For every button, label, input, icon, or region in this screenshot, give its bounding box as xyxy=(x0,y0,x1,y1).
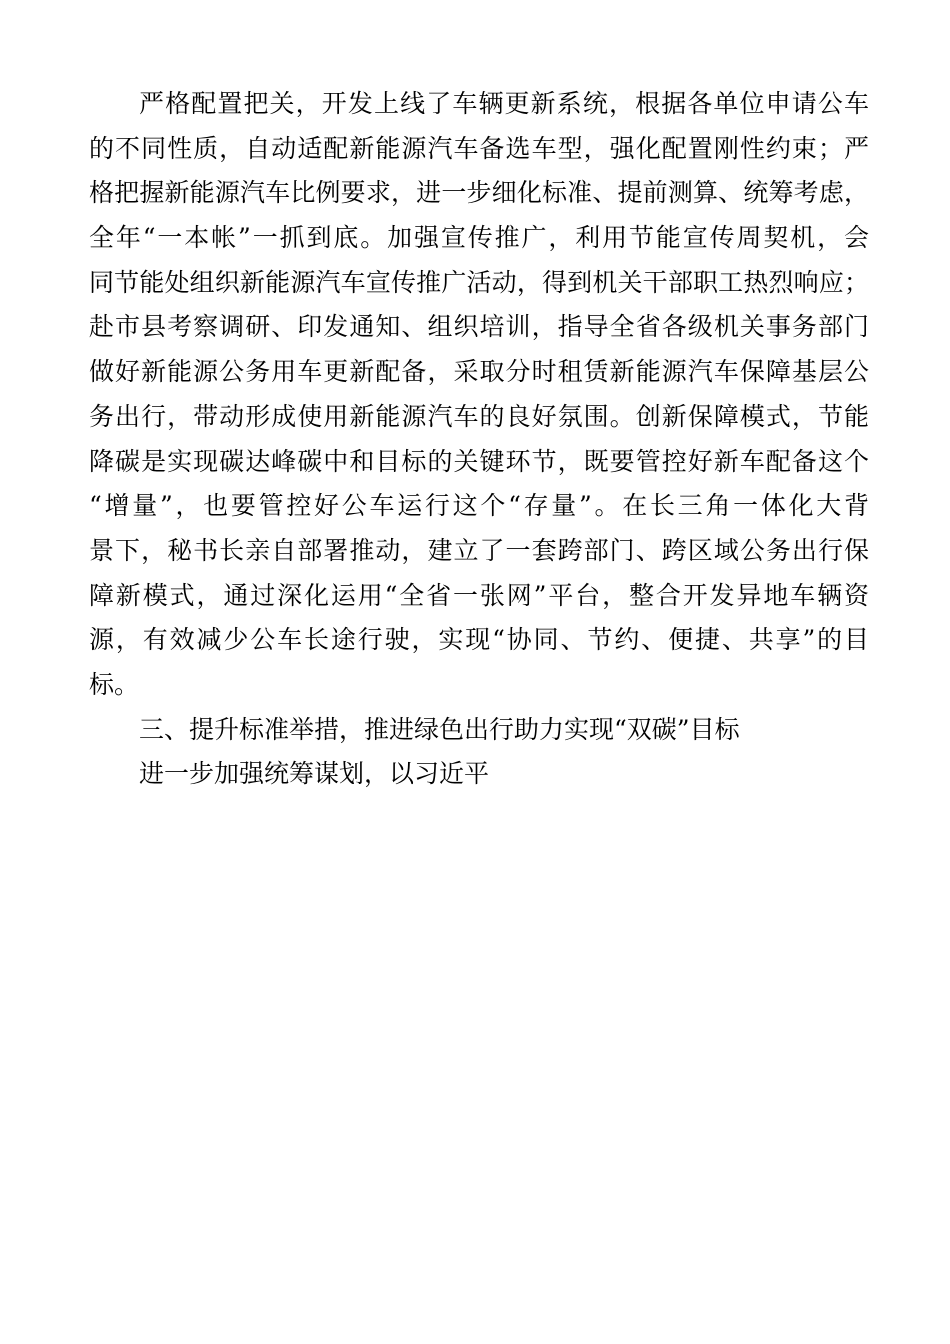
paragraph-line: 格把握新能源汽车比例要求，进一步细化标准、提前测算、统筹考虑， xyxy=(89,178,869,208)
paragraph-line: 同节能处组织新能源汽车宣传推广活动，得到机关干部职工热烈响应； xyxy=(89,267,869,297)
paragraph-line: 全年“一本帐”一抓到底。加强宣传推广，利用节能宣传周契机，会 xyxy=(89,223,869,253)
paragraph-line: 做好新能源公务用车更新配备，采取分时租赁新能源汽车保障基层公 xyxy=(89,357,869,387)
paragraph-line: 的不同性质，自动适配新能源汽车备选车型，强化配置刚性约束；严 xyxy=(89,133,869,163)
paragraph-line: 务出行，带动形成使用新能源汽车的良好氛围。创新保障模式，节能 xyxy=(89,401,869,431)
paragraph-line: 标。 xyxy=(89,669,140,699)
section-heading-3: 三、提升标准举措，推进绿色出行助力实现“双碳”目标 xyxy=(139,714,740,744)
paragraph-line: 严格配置把关，开发上线了车辆更新系统，根据各单位申请公车 xyxy=(139,89,869,118)
document-body xyxy=(89,82,869,797)
paragraph-line: 赴市县考察调研、印发通知、组织培训，指导全省各级机关事务部门 xyxy=(89,312,869,342)
paragraph-line: “增量”，也要管控好公车运行这个“存量”。在长三角一体化大背 xyxy=(89,491,869,521)
paragraph-line: 源，有效减少公车长途行驶，实现“协同、节约、便捷、共享”的目 xyxy=(89,625,869,655)
paragraph-line: 障新模式，通过深化运用“全省一张网”平台，整合开发异地车辆资 xyxy=(89,580,869,610)
paragraph-1 xyxy=(89,82,869,708)
paragraph-line: 降碳是实现碳达峰碳中和目标的关键环节，既要管控好新车配备这个 xyxy=(89,446,869,476)
paragraph-line: 景下，秘书长亲自部署推动，建立了一套跨部门、跨区域公务出行保 xyxy=(89,535,869,565)
paragraph-2: 进一步加强统筹谋划，以习近平 xyxy=(139,759,490,789)
